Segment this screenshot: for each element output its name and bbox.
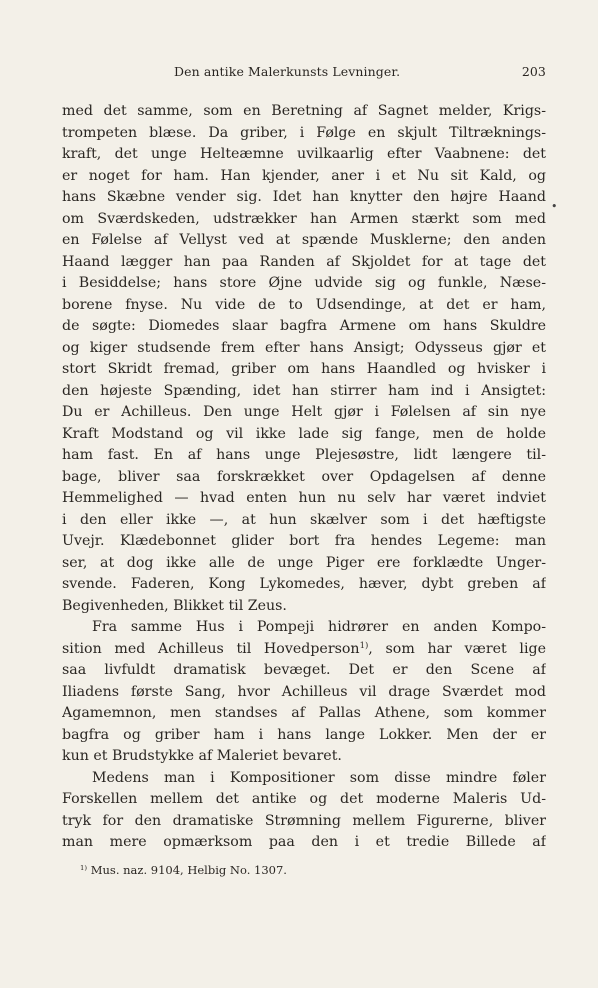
text-line-continuation: , som har været lige — [368, 640, 546, 657]
text-line — [62, 531, 546, 553]
text-line-content: Medens man i Kompositioner som disse mindre føler — [92, 769, 546, 786]
text-line-content: Hemmelighed — hvad enten hun nu selv har været indviet — [62, 490, 546, 506]
text-line — [62, 725, 546, 747]
text-line-content: Haand lægger han paa Randen af Skjoldet for at tage det — [62, 253, 546, 270]
text-line — [62, 187, 546, 209]
text-line — [62, 682, 546, 704]
text-line-content: Iliadens første Sang, hvor Achilleus vil drage Sværdet mod — [62, 683, 546, 700]
text-line-content: borene fnyse. Nu vide de to Udsendinge, at det er ham, — [62, 296, 546, 313]
text-line-content: hans Skæbne vender sig. Idet han knytter den højre Haand — [62, 189, 546, 205]
text-line — [62, 553, 546, 575]
text-line — [62, 402, 546, 424]
text-line-content: Begivenheden, Blikket til Zeus. — [62, 597, 287, 614]
footnote-marker: 1) — [80, 863, 88, 872]
running-head — [62, 64, 546, 82]
text-line — [62, 660, 546, 682]
footnote-text: Mus. naz. 9104, Helbig No. 1307. — [87, 863, 287, 877]
text-line-content: Uvejr. Klædebonnet glider bort fra hendes Legeme: man — [62, 533, 546, 549]
text-line-content: Du er Achilleus. Den unge Helt gjør i Følelsen af sin nye — [62, 404, 546, 420]
text-line-content: sition med Achilleus til Hovedperson — [62, 640, 360, 657]
text-line — [62, 338, 546, 360]
text-line-content: Kraft Modstand og vil ikke lade sig fange, men de holde — [62, 425, 546, 442]
text-line-content: tryk for den dramatiske Strømning mellem Figurerne, bliver — [62, 812, 546, 829]
text-line-content: Agamemnon, men standses af Pallas Athene, som kommer — [62, 705, 546, 721]
text-line-content: bagfra og griber ham i hans lange Lokker. Men der er — [62, 726, 546, 743]
text-line-content: med det samme, som en Beretning af Sagnet melder, Krigs- — [62, 103, 546, 119]
text-line — [62, 123, 546, 145]
footnote — [80, 862, 546, 878]
text-line — [62, 746, 546, 768]
text-line-content: om Sværdskeden, udstrækker han Armen stærkt som med — [62, 210, 546, 227]
text-line — [62, 273, 546, 295]
text-line — [62, 832, 546, 854]
text-line — [62, 166, 546, 188]
text-line-content: i den eller ikke —, at hun skælver som i det hæftigste — [62, 511, 546, 528]
text-line-content: man mere opmærksom paa den i et tredie Billede af — [62, 834, 546, 850]
text-line — [62, 144, 546, 166]
text-line — [62, 596, 546, 618]
text-line-content: Forskellen mellem det antike og det moderne Maleris Ud- — [62, 791, 546, 807]
stray-mark: • — [551, 200, 558, 213]
text-line — [62, 467, 546, 489]
text-line — [62, 617, 546, 639]
text-line — [62, 316, 546, 338]
text-line — [62, 295, 546, 317]
text-line-content: kun et Brudstykke af Maleriet bevaret. — [62, 748, 342, 764]
text-line — [62, 488, 546, 510]
text-line — [62, 703, 546, 725]
text-line-content: de søgte: Diomedes slaar bagfra Armene om hans Skuldre — [62, 318, 546, 334]
text-line — [62, 574, 546, 596]
text-line — [62, 381, 546, 403]
text-line-content: en Følelse af Vellyst ved at spænde Musklerne; den anden — [62, 232, 546, 248]
text-line — [62, 424, 546, 446]
text-line-content: i Besiddelse; hans store Øjne udvide sig og funkle, Næse- — [62, 275, 546, 291]
text-line — [62, 445, 546, 467]
text-line — [62, 510, 546, 532]
page-number: 203 — [521, 64, 546, 79]
text-line — [62, 811, 546, 833]
text-line — [62, 789, 546, 811]
text-line-content: ser, at dog ikke alle de unge Piger ere forklædte Unger- — [62, 554, 546, 571]
text-line-content: trompeten blæse. Da griber, i Følge en skjult Tiltræknings- — [62, 124, 546, 141]
text-line-content: den højeste Spænding, idet han stirrer ham ind i Ansigtet: — [62, 382, 546, 399]
text-line — [62, 209, 546, 231]
text-line — [62, 359, 546, 381]
text-line-content: kraft, det unge Helteæmne uvilkaarlig efter Vaabnene: det — [62, 146, 546, 162]
text-line-content: stort Skridt fremad, griber om hans Haandled og hvisker i — [62, 361, 546, 377]
text-line-content: saa livfuldt dramatisk bevæget. Det er den Scene af — [62, 662, 546, 678]
text-line — [62, 230, 546, 252]
footnote-reference: 1) — [359, 640, 369, 651]
text-line-content: ham fast. En af hans unge Plejesøstre, lidt længere til- — [62, 447, 546, 463]
running-title: Den antike Malerkunsts Levninger. — [174, 64, 401, 79]
body-text — [62, 101, 546, 854]
text-line-content: og kiger studsende frem efter hans Ansigt; Odysseus gjør et — [62, 339, 546, 356]
text-line — [62, 768, 546, 790]
text-line-content: Fra samme Hus i Pompeji hidrører en anden Kompo- — [92, 619, 546, 635]
text-line-content: bage, bliver saa forskrækket over Opdagelsen af denne — [62, 468, 546, 485]
text-line — [62, 639, 546, 661]
text-line — [62, 101, 546, 123]
text-line-content: er noget for ham. Han kjender, aner i et Nu sit Kald, og — [62, 167, 546, 184]
text-line — [62, 252, 546, 274]
text-line-content: svende. Faderen, Kong Lykomedes, hæver, dybt greben af — [62, 576, 546, 592]
